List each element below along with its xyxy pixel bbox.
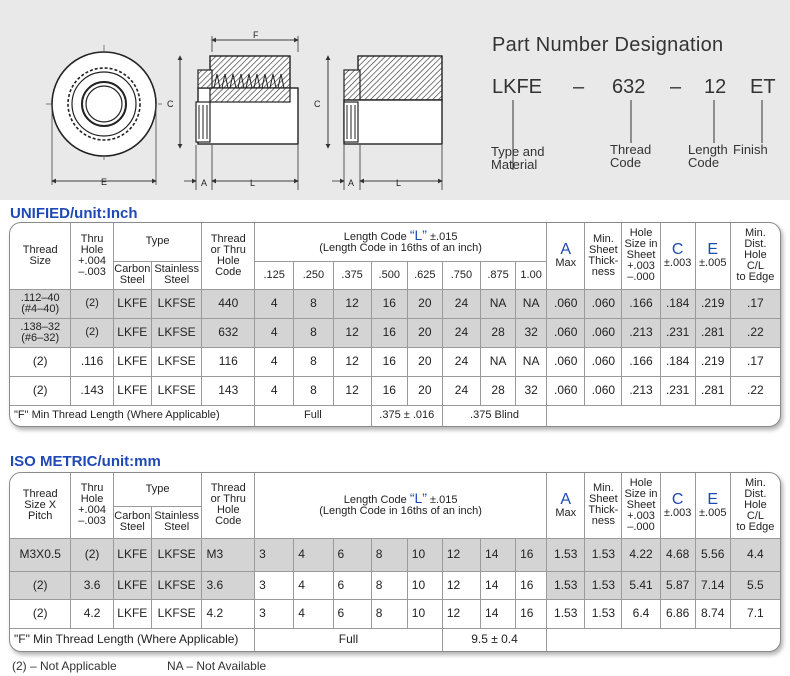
cell-dist: .17 [730,347,780,376]
f-row-mid: 9.5 ± 0.4 [442,628,546,651]
cell-length: 10 [407,571,442,599]
cell-a: 1.53 [547,571,585,599]
cell-length: 28 [481,376,516,405]
f-row [10,628,780,651]
cell-c: 6.86 [660,599,695,628]
cell-length: 32 [516,318,547,347]
cell-length: 12 [442,599,480,628]
cell-sheet: 1.53 [585,538,622,571]
dim-c-label-1: C [167,99,174,109]
metric-table [10,473,780,651]
hdr-thru-hole: Thru Hole +.004 –.003 [71,473,113,538]
f-row-full: Full [255,628,443,651]
cell-code: 632 [202,318,255,347]
label-type-line2: Material [491,157,538,172]
cell-hole: 4.22 [622,538,660,571]
cell-length: 16 [371,347,407,376]
cell-length: 4 [294,599,333,628]
table-row [10,599,780,628]
hdr-stainless: Stainless Steel [151,506,202,538]
technical-drawings [0,0,790,200]
cell-length: 3 [255,571,294,599]
cell-length: 8 [371,538,407,571]
cell-length: 8 [294,289,333,318]
table-row [10,538,780,571]
cell-length: 6 [333,571,371,599]
cell-hole: 6.4 [622,599,660,628]
cell-thru: .143 [71,376,113,405]
cell-length: 4 [294,571,333,599]
cell-a: .060 [547,376,585,405]
table-row [10,376,780,405]
hdr-min-sheet: Min. Sheet Thick- ness [585,223,622,289]
dim-e-label: E [101,177,108,187]
cell-dist: 4.4 [730,538,780,571]
cell-length: NA [481,289,516,318]
cell-size: .112–40 (#4–40) [10,289,71,318]
cell-thru: 4.2 [71,599,113,628]
cell-length: 16 [371,376,407,405]
hdr-length-250: .250 [294,261,333,289]
hdr-a-max: A Max [547,223,585,289]
cell-length: 6 [333,538,371,571]
table-row [10,347,780,376]
cell-code: 3.6 [202,571,255,599]
cell-stainless: LKFSE [151,538,202,571]
label-length-line2: Code [688,155,720,170]
cell-length: 8 [294,318,333,347]
hdr-a-max: A Max [547,473,585,538]
cell-carbon: LKFE [113,599,151,628]
cell-size: M3X0.5 [10,538,71,571]
cell-size: (2) [10,571,71,599]
label-thread-line2: Code [610,155,642,170]
unified-table-box [9,222,781,427]
cell-sheet: .060 [585,289,622,318]
cell-length: 16 [516,599,547,628]
cell-hole: .213 [622,376,660,405]
cell-length: 24 [442,347,480,376]
cell-length: 20 [407,289,442,318]
cell-length: 3 [255,599,294,628]
cell-length: 20 [407,376,442,405]
f-row-label: "F" Min Thread Length (Where Applicable) [10,628,255,651]
cell-carbon: LKFE [113,289,151,318]
f-row [10,405,780,426]
f-row-blind: .375 Blind [442,405,546,426]
cell-thru: (2) [71,289,113,318]
cell-carbon: LKFE [113,347,151,376]
f-row-empty [547,628,780,651]
cell-length: 24 [442,376,480,405]
footnote-not-applicable: (2) – Not Applicable [12,659,117,673]
cell-sheet: .060 [585,376,622,405]
cell-c: .231 [660,318,695,347]
cell-code: 440 [202,289,255,318]
table-row [10,289,780,318]
cell-length: NA [516,347,547,376]
part-thread: 632 [612,76,646,98]
dim-l-label-2: L [396,178,402,188]
hdr-thread-size: Thread Size X Pitch [10,473,71,538]
table-row [10,318,780,347]
cell-e: 7.14 [695,571,730,599]
cell-dist: .17 [730,289,780,318]
cell-carbon: LKFE [113,571,151,599]
hdr-e: E ±.005 [695,223,730,289]
installed-view-drawing [328,56,442,190]
f-row-mid: .375 ± .016 [371,405,442,426]
cell-length: 4 [255,376,294,405]
cell-carbon: LKFE [113,318,151,347]
cell-length: 14 [481,571,516,599]
hdr-carbon: Carbon Steel [113,506,151,538]
hdr-type: Type [113,473,202,506]
footnote-not-available: NA – Not Available [167,659,267,673]
cell-length: NA [481,347,516,376]
label-type-line1: Type and [491,144,545,159]
cell-e: 8.74 [695,599,730,628]
cell-length: 8 [371,571,407,599]
cell-dist: 5.5 [730,571,780,599]
cell-length: 24 [442,318,480,347]
cell-length: 12 [333,347,371,376]
cell-stainless: LKFSE [151,318,202,347]
hdr-length-625: .625 [407,261,442,289]
part-dash-1: – [573,76,585,98]
cell-sheet: 1.53 [585,571,622,599]
cell-hole: .166 [622,289,660,318]
cell-stainless: LKFSE [151,289,202,318]
end-view-drawing [46,45,162,185]
cell-length: 8 [294,347,333,376]
cell-length: 8 [371,599,407,628]
cell-c: .184 [660,347,695,376]
hdr-c: C ±.003 [660,223,695,289]
cell-hole: .166 [622,347,660,376]
cell-length: 8 [294,376,333,405]
label-length-line1: Length [688,142,728,157]
f-row-empty [547,405,780,426]
part-type: LKFE [492,76,543,98]
hdr-length-875: .875 [481,261,516,289]
cell-size: (2) [10,599,71,628]
hdr-hole-size: Hole Size in Sheet +.003 –.000 [622,223,660,289]
cell-length: 14 [481,599,516,628]
metric-section-title: ISO METRIC/unit:mm [10,453,161,470]
unified-table [10,223,780,426]
cell-length: 14 [481,538,516,571]
cell-length: 4 [255,347,294,376]
hdr-min-dist: Min. Dist. Hole C/L to Edge [730,473,780,538]
cell-dist: .22 [730,376,780,405]
cell-carbon: LKFE [113,376,151,405]
cell-length: 12 [333,318,371,347]
hdr-hole-size: Hole Size in Sheet +.003 –.000 [622,473,660,538]
label-finish: Finish [733,142,768,157]
cell-c: 4.68 [660,538,695,571]
cell-code: 143 [202,376,255,405]
cell-length: 10 [407,538,442,571]
dim-a-label-2: A [348,178,355,188]
cell-size: .138–32 (#6–32) [10,318,71,347]
cell-length: 24 [442,289,480,318]
cell-length: 12 [333,289,371,318]
part-length: 12 [704,76,727,98]
cell-a: 1.53 [547,538,585,571]
cell-a: .060 [547,347,585,376]
cell-c: .231 [660,376,695,405]
hdr-length-code: Length Code “L” ±.015 (Length Code in 16ths of an inch) [255,223,547,261]
cell-hole: 5.41 [622,571,660,599]
f-row-full: Full [255,405,372,426]
cell-thru: (2) [71,538,113,571]
hdr-c: C ±.003 [660,473,695,538]
cell-a: .060 [547,289,585,318]
part-designation-title: Part Number Designation [492,34,724,56]
hdr-thru-hole: Thru Hole +.004 –.003 [71,223,113,289]
hdr-stainless: Stainless Steel [151,261,202,289]
cell-stainless: LKFSE [151,376,202,405]
hdr-length-750: .750 [442,261,480,289]
cell-length: 12 [333,376,371,405]
cell-length: 6 [333,599,371,628]
dim-a-label-1: A [201,178,208,188]
cell-e: 5.56 [695,538,730,571]
part-finish: ET [750,76,776,98]
cell-length: 16 [516,538,547,571]
hdr-min-sheet: Min. Sheet Thick- ness [585,473,622,538]
cell-carbon: LKFE [113,538,151,571]
cell-e: .219 [695,289,730,318]
cell-size: (2) [10,376,71,405]
hdr-length-500: .500 [371,261,407,289]
f-row-label: "F" Min Thread Length (Where Applicable) [10,405,255,426]
cell-length: 20 [407,318,442,347]
cell-stainless: LKFSE [151,599,202,628]
hdr-type: Type [113,223,202,261]
hdr-length-100: 1.00 [516,261,547,289]
cell-dist: .22 [730,318,780,347]
cell-hole: .213 [622,318,660,347]
cell-size: (2) [10,347,71,376]
hdr-carbon: Carbon Steel [113,261,151,289]
cell-stainless: LKFSE [151,347,202,376]
cell-length: 16 [516,571,547,599]
hdr-length-code: Length Code “L” ±.015 (Length Code in 16ths of an inch) [255,473,547,538]
hdr-thread-code: Thread or Thru Hole Code [202,223,255,289]
part-dash-2: – [670,76,682,98]
metric-table-box [9,472,781,652]
cell-e: .281 [695,318,730,347]
hdr-e: E ±.005 [695,473,730,538]
cell-length: 12 [442,571,480,599]
cell-length: 20 [407,347,442,376]
hdr-length-375: .375 [333,261,371,289]
cell-thru: 3.6 [71,571,113,599]
cell-length: 16 [371,318,407,347]
cell-thru: (2) [71,318,113,347]
label-thread-line1: Thread [610,142,652,157]
cell-length: 12 [442,538,480,571]
cell-dist: 7.1 [730,599,780,628]
hdr-min-dist: Min. Dist. Hole C/L to Edge [730,223,780,289]
cell-a: .060 [547,318,585,347]
cell-length: 16 [371,289,407,318]
cell-c: .184 [660,289,695,318]
hdr-thread-size: Thread Size [10,223,71,289]
dim-c-label-2: C [314,99,321,109]
cell-c: 5.87 [660,571,695,599]
hdr-thread-code: Thread or Thru Hole Code [202,473,255,538]
dim-l-label-1: L [250,178,256,188]
side-section-drawing [180,36,298,190]
cell-a: 1.53 [547,599,585,628]
cell-length: 28 [481,318,516,347]
cell-sheet: .060 [585,347,622,376]
table-row [10,571,780,599]
cell-code: 116 [202,347,255,376]
dim-f-label: F [253,30,259,40]
cell-thru: .116 [71,347,113,376]
cell-length: 3 [255,538,294,571]
cell-length: NA [516,289,547,318]
cell-sheet: .060 [585,318,622,347]
cell-code: M3 [202,538,255,571]
cell-e: .281 [695,376,730,405]
unified-section-title: UNIFIED/unit:Inch [10,205,138,222]
cell-code: 4.2 [202,599,255,628]
hdr-length-125: .125 [255,261,294,289]
cell-length: 32 [516,376,547,405]
cell-length: 4 [255,289,294,318]
cell-length: 4 [294,538,333,571]
cell-e: .219 [695,347,730,376]
cell-stainless: LKFSE [151,571,202,599]
cell-length: 10 [407,599,442,628]
cell-sheet: 1.53 [585,599,622,628]
cell-length: 4 [255,318,294,347]
